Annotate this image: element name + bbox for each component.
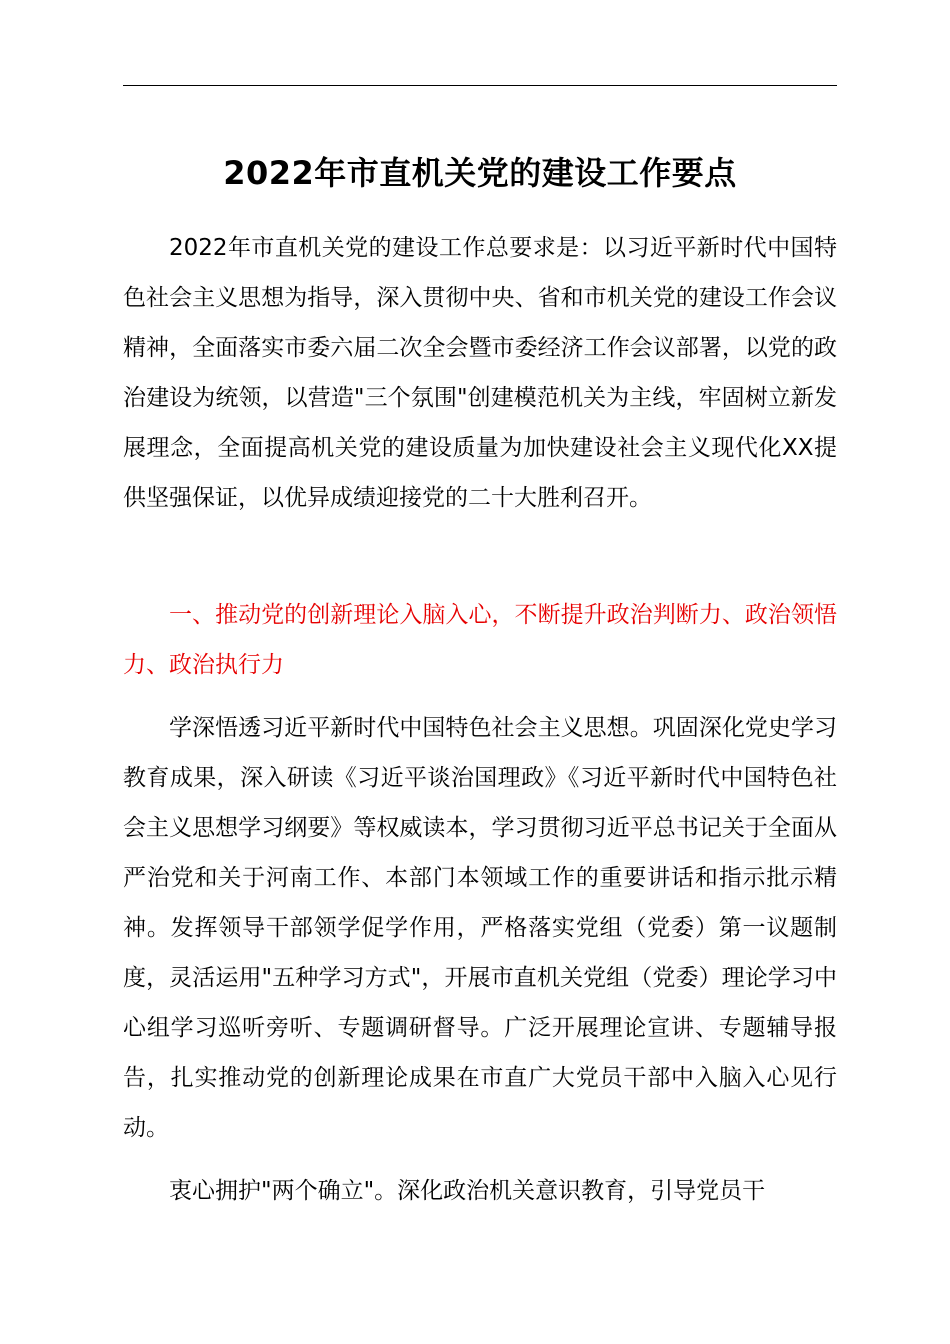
header-rule	[123, 85, 837, 86]
body-paragraph-study: 学深悟透习近平新时代中国特色社会主义思想。巩固深化党史学习教育成果，深入研读《习近平谈治国理政》《习近平新时代中国特色社会主义思想学习纲要》等权威读本，学习贯彻习近平总书记关于全面从严治党和关于河南工作、本部门本领域工作的重要讲话和指示批示精神。发挥领导干部领学促学作用，严格落实党组（党委）第一议题制度，灵活运用"五种学习方式"，开展市直机关党组（党委）理论学习中心组学习巡听旁听、专题调研督导。广泛开展理论宣讲、专题辅导报告，扎实推动党的创新理论成果在市直广大党员干部中入脑入心见行动。	[123, 715, 837, 1141]
intro-paragraph: 2022年市直机关党的建设工作总要求是：以习近平新时代中国特色社会主义思想为指导，深入贯彻中央、省和市机关党的建设工作会议精神，全面落实市委六届二次全会暨市委经济工作会议部署，以党的政治建设为统领，以营造"三个氛围"创建模范机关为主线，牢固树立新发展理念，全面提高机关党的建设质量为加快建设社会主义现代化XX提供坚强保证，以优异成绩迎接党的二十大胜利召开。	[123, 235, 837, 511]
document-title: 2022年市直机关党的建设工作要点	[223, 154, 737, 192]
section-heading-1: 一、推动党的创新理论入脑入心，不断提升政治判断力、政治领悟力、政治执行力	[123, 602, 837, 678]
body-paragraph-support: 衷心拥护"两个确立"。深化政治机关意识教育，引导党员干	[169, 1178, 766, 1204]
